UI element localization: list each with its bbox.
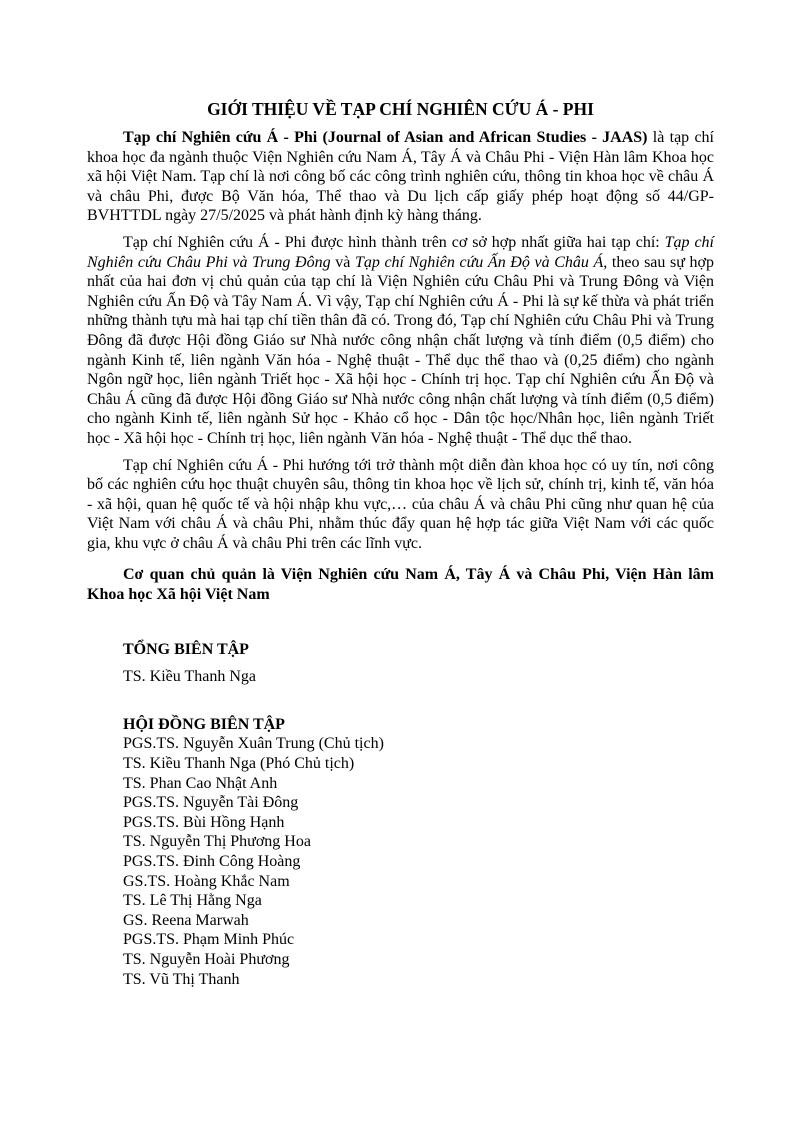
text-run: , theo sau sự hợp nhất của hai đơn vị chủ quản của tạp chí là Viện Nghiên cứu Châu Phi và Trung Đông và Viện Nghiên cứu Ấn Độ và Tây Nam Á. Vì vậy, Tạp chí Nghiên cứu Á - Phi là sự kế thừa và phát triển những thành tựu mà hai tạp chí tiền thân đã có. Trong đó, Tạp chí Nghiên cứu Châu Phi và Trung Đông đã được Hội đồng Giáo sư Nhà nước công nhận chất lượng và tính điểm (0,5 điểm) cho ngành Kinh tế, liên ngành Văn hóa - Nghệ thuật - Thể dục thể thao và (0,25 điểm) cho ngành Ngôn ngữ học, liên ngành Triết học - Xã hội học - Chính trị học. Tạp chí Nghiên cứu Ấn Độ và Châu Á cũng đã được Hội đồng Giáo sư Nhà nước công nhận chất lượng và tính điểm (0,5 điểm) cho ngành Kinh tế, liên ngành Sử học - Khảo cổ học - Dân tộc học/Nhân học, liên ngành Triết học - Xã hội học - Chính trị học, liên ngành Văn hóa - Nghệ thuật - Thể dục thể thao.: [87, 253, 715, 447]
page-title: GIỚI THIỆU VỀ TẠP CHÍ NGHIÊN CỨU Á - PHI: [207, 99, 594, 119]
board-member: TS. Lê Thị Hằng Nga: [123, 892, 262, 910]
board-member: GS.TS. Hoàng Khắc Nam: [123, 872, 290, 890]
editorial-board-heading: HỘI ĐỒNG BIÊN TẬP: [123, 715, 285, 733]
history-paragraph: [87, 233, 714, 449]
text-run: Tạp chí Nghiên cứu Ấn Độ và Châu Á: [354, 253, 604, 271]
board-member: TS. Phan Cao Nhật Anh: [123, 774, 278, 792]
text-run: Tạp chí Nghiên cứu Á - Phi (Journal of Asian and African Studies - JAAS): [123, 129, 648, 146]
board-member: PGS.TS. Bùi Hồng Hạnh: [123, 813, 285, 831]
text-run: Tạp chí Nghiên cứu Á - Phi được hình thành trên cơ sở hợp nhất giữa hai tạp chí:: [123, 233, 665, 251]
board-member: PGS.TS. Nguyễn Tài Đông: [123, 794, 299, 812]
editor-in-chief-heading: TỔNG BIÊN TẬP: [123, 640, 249, 658]
editor-in-chief-name: TS. Kiều Thanh Nga: [123, 668, 257, 686]
text-run: và: [330, 253, 355, 271]
text-run: Tạp chí Nghiên cứu Châu Phi và Trung Đông: [87, 233, 715, 271]
text-run: là tạp chí khoa học đa ngành thuộc Viện Nghiên cứu Nam Á, Tây Á và Châu Phi - Viện Hàn lâm Khoa học xã hội Việt Nam. Tạp chí là nơi công bố các công trình nghiên cứu, thông tin khoa học về châu Á và châu Phi, được Bộ Văn hóa, Thể thao và Du lịch cấp giấy phép hoạt động số 44/GP-BVHTTDL ngày 27/5/2025 và phát hành định kỳ hàng tháng.: [87, 129, 715, 225]
editorial-board-list: [87, 734, 714, 989]
board-member: TS. Kiều Thanh Nga (Phó Chủ tịch): [123, 755, 355, 773]
intro-paragraph: [87, 128, 714, 226]
governing-body-statement: Cơ quan chủ quản là Viện Nghiên cứu Nam Á, Tây Á và Châu Phi, Viện Hàn lâm Khoa học Xã hội Việt Nam: [87, 566, 714, 604]
board-member: GS. Reena Marwah: [123, 911, 249, 929]
board-member: PGS.TS. Phạm Minh Phúc: [123, 931, 295, 949]
text-run: Tạp chí Nghiên cứu Á - Phi hướng tới trở thành một diễn đàn khoa học có uy tín, nơi công bố các nghiên cứu học thuật chuyên sâu, thông tin khoa học về lịch sử, chính trị, kinh tế, văn hóa - xã hội, quan hệ quốc tế và hội nhập khu vực,… của châu Á và châu Phi cũng như quan hệ của Việt Nam với châu Á và châu Phi, nhằm thúc đẩy quan hệ hợp tác giữa Việt Nam với các quốc gia, khu vực ở châu Á và châu Phi trên các lĩnh vực.: [87, 456, 714, 552]
mission-paragraph: [87, 456, 714, 554]
board-member: TS. Nguyễn Thị Phương Hoa: [123, 833, 311, 851]
board-member: PGS.TS. Nguyễn Xuân Trung (Chủ tịch): [123, 735, 384, 753]
board-member: TS. Nguyễn Hoài Phương: [123, 950, 290, 968]
board-member: PGS.TS. Đinh Công Hoàng: [123, 853, 301, 870]
board-member: TS. Vũ Thị Thanh: [123, 970, 240, 988]
